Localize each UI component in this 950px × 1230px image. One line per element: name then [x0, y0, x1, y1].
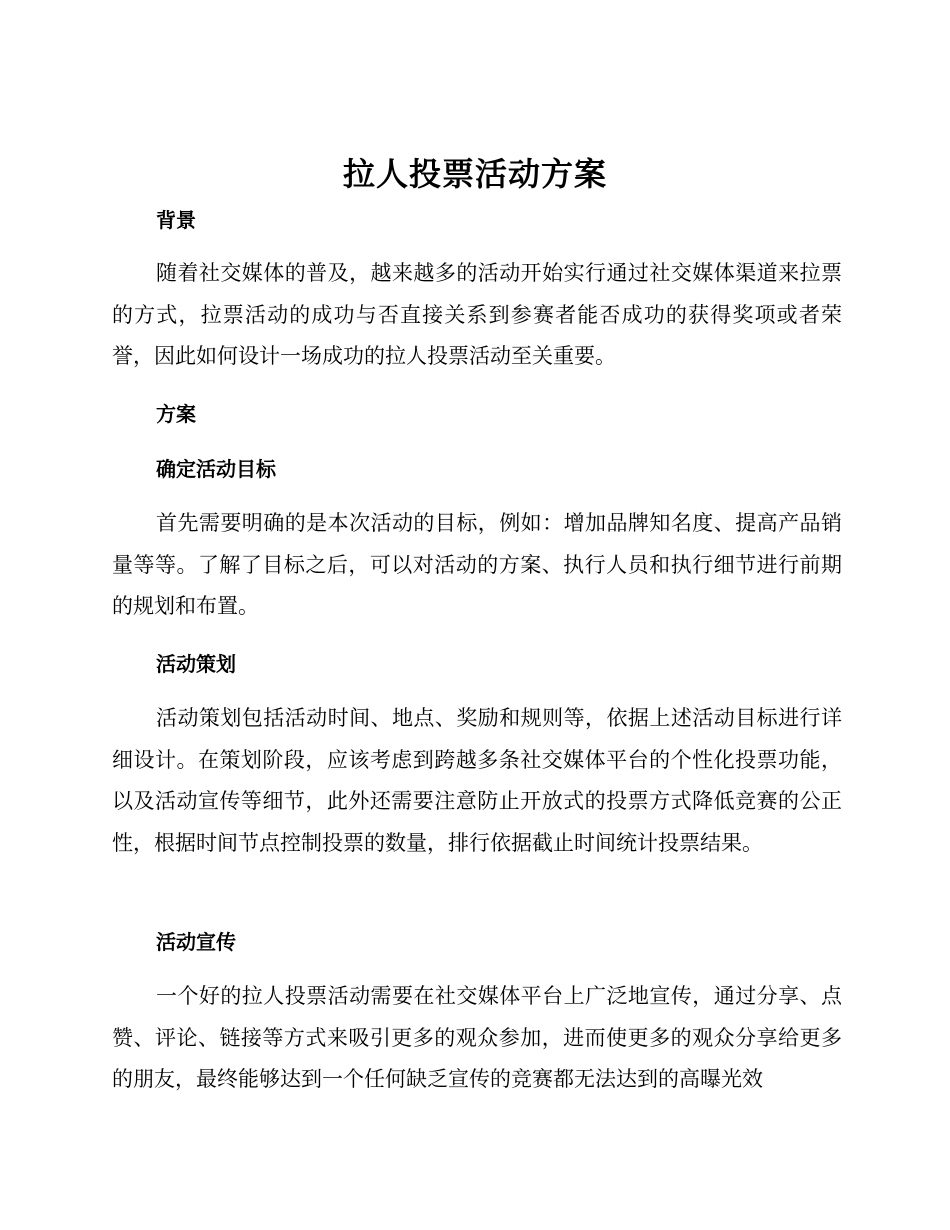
- document-title: 拉人投票活动方案: [342, 155, 607, 193]
- paragraph-promotion: 一个好的拉人投票活动需要在社交媒体平台上广泛地宣传，通过分享、点赞、评论、链接等方式来吸引更多的观众参加，进而使更多的观众分享给更多的朋友，最终能够达到一个任何缺乏宣传的竞赛都无法达到的高曝光效: [112, 984, 842, 1091]
- section-heading-background: 背景: [156, 208, 196, 232]
- section-heading-planning: 活动策划: [156, 652, 236, 676]
- section-heading-goal: 确定活动目标: [156, 457, 276, 481]
- section-heading-plan: 方案: [156, 402, 196, 426]
- paragraph-planning: 活动策划包括活动时间、地点、奖励和规则等，依据上述活动目标进行详细设计。在策划阶段，应该考虑到跨越多条社交媒体平台的个性化投票功能，以及活动宣传等细节，此外还需要注意防止开放式的投票方式降低竞赛的公正性，根据时间节点控制投票的数量，排行依据截止时间统计投票结果。: [112, 706, 842, 855]
- paragraph-goal: 首先需要明确的是本次活动的目标，例如：增加品牌知名度、提高产品销量等等。了解了目标之后，可以对活动的方案、执行人员和执行细节进行前期的规划和布置。: [112, 511, 842, 618]
- paragraph-background: 随着社交媒体的普及，越来越多的活动开始实行通过社交媒体渠道来拉票的方式，拉票活动的成功与否直接关系到参赛者能否成功的获得奖项或者荣誉，因此如何设计一场成功的拉人投票活动至关重要。: [112, 261, 842, 368]
- section-heading-promotion: 活动宣传: [156, 930, 236, 954]
